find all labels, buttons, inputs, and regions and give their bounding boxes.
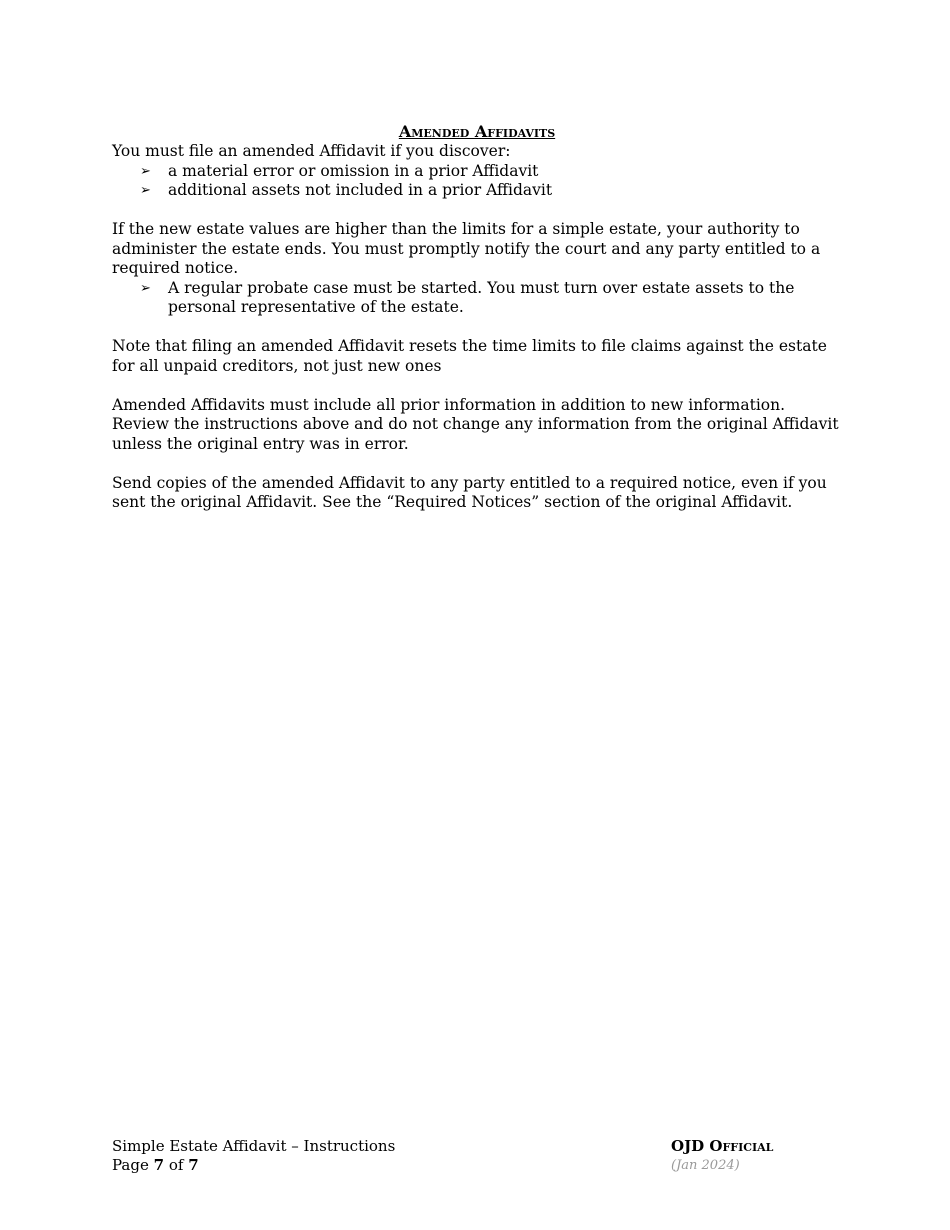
revision-date: (Jan 2024) — [671, 1158, 740, 1173]
official-label: OJD Official — [671, 1137, 774, 1155]
arrowhead-bullet-icon: ➢ — [140, 183, 151, 198]
document-body — [112, 122, 842, 513]
list-item-text: additional assets not included in a prior Affidavit — [168, 181, 553, 199]
intro-text: You must file an amended Affidavit if you discover: — [112, 142, 511, 160]
list-item — [112, 162, 842, 182]
list-item-text: a material error or omission in a prior Affidavit — [168, 161, 539, 180]
list-item-text: A regular probate case must be started. You must turn over estate assets to the personal representative of the estate. — [168, 278, 795, 316]
include-paragraph: Amended Affidavits must include all prior information in addition to new information. Review the instructions above and do not change any information from the original Affidavit unless the original entry was in error. — [112, 395, 839, 453]
section-heading: Amended Affidavits — [398, 122, 556, 141]
arrowhead-bullet-icon: ➢ — [140, 280, 151, 296]
discover-list — [112, 162, 842, 201]
footer-right — [671, 1137, 773, 1175]
list-item — [112, 279, 842, 318]
arrowhead-bullet-icon: ➢ — [140, 163, 151, 179]
footer-left — [112, 1137, 395, 1175]
limits-list — [112, 279, 842, 318]
note-paragraph: Note that filing an amended Affidavit resets the time limits to file claims against the estate for all unpaid creditors, not just new ones — [112, 337, 827, 375]
limits-paragraph: If the new estate values are higher than the limits for a simple estate, your authority to administer the estate ends. You must promptly notify the court and any party entitled to a required notice. — [112, 220, 821, 277]
page-number: Page 7 of 7 — [112, 1156, 199, 1174]
send-paragraph: Send copies of the amended Affidavit to any party entitled to a required notice, even if you sent the original Affidavit. See the “Required Notices” section of the original Affidavit. — [112, 473, 827, 511]
list-item — [112, 181, 842, 201]
footer-doc-title: Simple Estate Affidavit – Instructions — [112, 1137, 396, 1155]
